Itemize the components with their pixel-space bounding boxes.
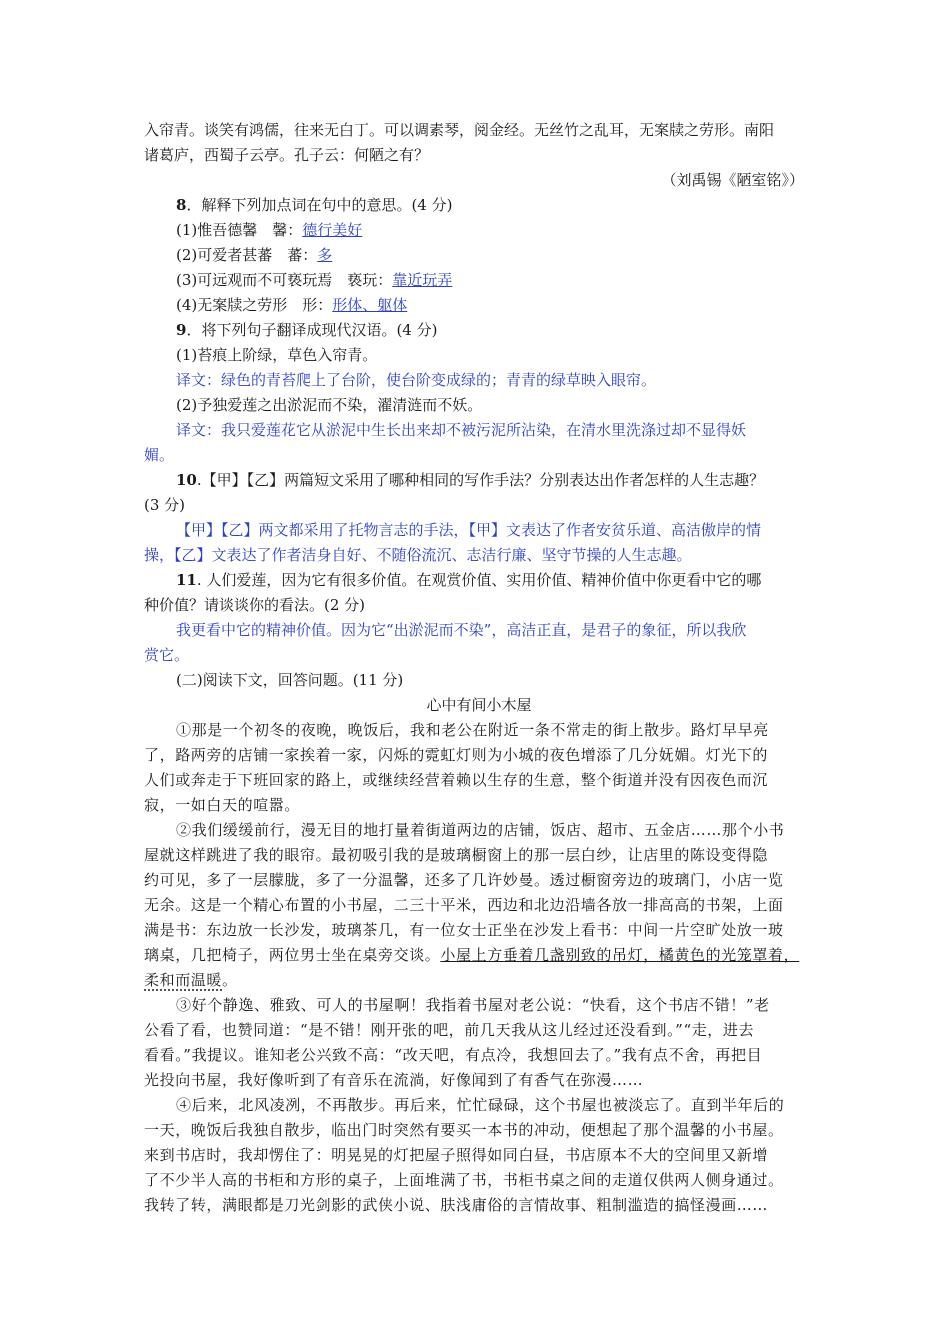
question-11-stem: . 人们爱莲，因为它有很多价值。在观赏价值、实用价值、精神价值中你更看中它的哪 <box>196 571 762 589</box>
paragraph-3 <box>144 993 814 1093</box>
question-8 <box>144 193 814 218</box>
paragraph-4 <box>144 1093 814 1218</box>
paragraph-4-line: 了不少半人高的书柜和方形的桌子，上面堆满了书，书柜书桌之间的走道仅供两人侧身通过。 <box>144 1171 784 1189</box>
q8-item-2-answer: 多 <box>317 246 333 264</box>
question-10 <box>144 468 814 493</box>
paragraph-2-line: 屋就这样跳进了我的眼帘。最初吸引我的是玻璃橱窗上的那一层白纱，让店里的陈设变得隐 <box>144 846 769 864</box>
dotted-phrase: 柔和而温暖 <box>144 971 223 989</box>
q8-item-4-answer: 形体、躯体 <box>332 296 408 314</box>
question-9-number: 9 <box>176 321 187 339</box>
question-10-points: (3 分) <box>144 496 186 514</box>
question-9-stem: ．将下列句子翻译成现代汉语。(4 分) <box>186 321 438 339</box>
paragraph-1-line: 人们或奔走于下班回家的路上，或继续经营着赖以生存的生意，整个街道并没有因夜色而沉 <box>144 771 769 789</box>
paragraph-3-line: 看看。”我提议。谁知老公兴致不高：“改天吧，有点冷，我想回去了。”我有点不舍，再把目 <box>144 1046 763 1064</box>
paragraph-2-line: 约可见，多了一层朦胧，多了一分温馨，还多了几许妙曼。透过橱窗旁边的玻璃门，小店一览 <box>144 871 784 889</box>
paragraph-4-line: 来到书店时，我却愣住了：明晃晃的灯把屋子照得如同白昼，书店原本不大的空间里又新增 <box>144 1146 769 1164</box>
q9-sentence-2: (2)予独爱莲之出淤泥而不染，濯清涟而不妖。 <box>176 396 483 414</box>
paragraph-2 <box>144 818 814 993</box>
paragraph-1-line: ①那是一个初冬的夜晚，晚饭后，我和老公在附近一条不常走的街上散步。路灯早早亮 <box>176 721 769 739</box>
question-10-number: 10 <box>176 471 197 489</box>
q8-item-3-text: (3)可远观而不可亵玩焉 亵玩： <box>176 271 393 289</box>
question-8-stem: ．解释下列加点词在句中的意思。(4 分) <box>186 196 453 214</box>
q9-answer-2-line-1: 译文：我只爱莲花它从淤泥中生长出来却不被污泥所沾染，在清水里洗涤过却不显得妖 <box>176 421 747 439</box>
q11-answer-line-2: 赏它。 <box>144 646 190 664</box>
paragraph-4-line: ④后来，北风凌冽，不再散步。再后来，忙忙碌碌，这个书屋也被淡忘了。直到半年后的 <box>176 1096 785 1114</box>
q8-item-4 <box>144 293 814 318</box>
q8-item-3 <box>144 268 814 293</box>
paragraph-2-plain-text: 璃桌，几把椅子，两位男士坐在桌旁交谈。 <box>144 946 441 964</box>
question-11-stem-line-2: 种价值？请谈谈你的看法。(2 分) <box>144 596 366 614</box>
q9-sentence-1: (1)苔痕上阶绿，草色入帘青。 <box>176 346 378 364</box>
paragraph-2-line <box>144 968 814 993</box>
q8-item-1-answer: 德行美好 <box>302 221 363 239</box>
document-page <box>144 118 814 1218</box>
question-11 <box>144 568 814 593</box>
paragraph-1 <box>144 718 814 818</box>
section-2-heading: (二)阅读下文，回答问题。(11 分) <box>176 671 404 689</box>
q10-answer-line-2: 操，【乙】文表达了作者洁身自好、不随俗流沉、志洁行廉、坚守节操的人生志趣。 <box>144 546 692 564</box>
q8-item-2-text: (2)可爱者甚蕃 蕃： <box>176 246 318 264</box>
paragraph-2-line <box>144 943 814 968</box>
paragraph-2-line: 无余。这是一个精心布置的小书屋，二三十平米，西边和北边沿墙各放一排高高的书架，上面 <box>144 896 784 914</box>
paragraph-1-line: 了，路两旁的店铺一家挨着一家，闪烁的霓虹灯则为小城的夜色增添了几分妩媚。灯光下的 <box>144 746 769 764</box>
q8-item-1-text: (1)惟吾德馨 馨： <box>176 221 303 239</box>
paragraph-3-line: 公看了看，也赞同道：“是不错！刚开张的吧，前几天我从这儿经过还没看到。”“走，进去 <box>144 1021 755 1039</box>
q8-item-4-text: (4)无案牍之劳形 形： <box>176 296 333 314</box>
q8-item-3-answer: 靠近玩弄 <box>392 271 453 289</box>
poem-line-1: 入帘青。谈笑有鸿儒，往来无白丁。可以调素琴，阅金经。无丝竹之乱耳，无案牍之劳形。南阳 <box>144 121 775 139</box>
paragraph-4-line: 我转了转，满眼都是刀光剑影的武侠小说、肤浅庸俗的言情故事、粗制滥造的搞怪漫画…… <box>144 1196 769 1214</box>
poem-line-2: 诸葛庐，西蜀子云亭。孔子云：何陋之有？ <box>144 146 430 164</box>
paragraph-2-line: ②我们缓缓前行，漫无目的地打量着街道两边的店铺，饭店、超市、五金店……那个小书 <box>176 821 785 839</box>
q8-item-2 <box>144 243 814 268</box>
question-11-number: 11 <box>176 571 197 589</box>
question-8-number: 8 <box>176 196 187 214</box>
poem-source: （刘禹锡《陋室铭》） <box>661 171 804 189</box>
paragraph-1-line: 寂，一如白天的喧嚣。 <box>144 796 301 814</box>
question-10-stem: .【甲】【乙】两篇短文采用了哪种相同的写作手法？分别表达出作者怎样的人生志趣？ <box>196 471 765 489</box>
paragraph-4-line: 一天，晚饭后我独自散步，临出门时突然有要买一本书的冲动，便想起了那个温馨的小书屋。 <box>144 1121 784 1139</box>
q9-answer-2-line-2: 媚。 <box>144 446 175 464</box>
q10-answer-line-1: 【甲】【乙】两文都采用了托物言志的手法，【甲】文表达了作者安贫乐道、高洁傲岸的情 <box>176 521 762 539</box>
q9-answer-1: 译文：绿色的青苔爬上了台阶，使台阶变成绿的；青青的绿草映入眼帘。 <box>176 371 657 389</box>
q8-item-1 <box>144 218 814 243</box>
paragraph-3-line: 光投向书屋，我好像听到了有音乐在流淌，好像闻到了有香气在弥漫…… <box>144 1071 644 1089</box>
paragraph-2-line: 满是书：东边放一长沙发，玻璃茶几，有一位女士正坐在沙发上看书：中间一片空旷处放一玻 <box>144 921 784 939</box>
paragraph-2-end: 。 <box>222 971 238 989</box>
paragraph-3-line: ③好个静逸、雅致、可人的书屋啊！我指着书屋对老公说：“快看，这个书店不错！”老 <box>176 996 770 1014</box>
question-9 <box>144 318 814 343</box>
article-title: 心中有间小木屋 <box>426 696 532 714</box>
underlined-sentence: 小屋上方垂着几盏别致的吊灯，橘黄色的光笼罩着， <box>440 946 800 964</box>
q11-answer-line-1: 我更看中它的精神价值。因为它“出淤泥而不染”，高洁正直，是君子的象征，所以我欣 <box>176 621 747 639</box>
